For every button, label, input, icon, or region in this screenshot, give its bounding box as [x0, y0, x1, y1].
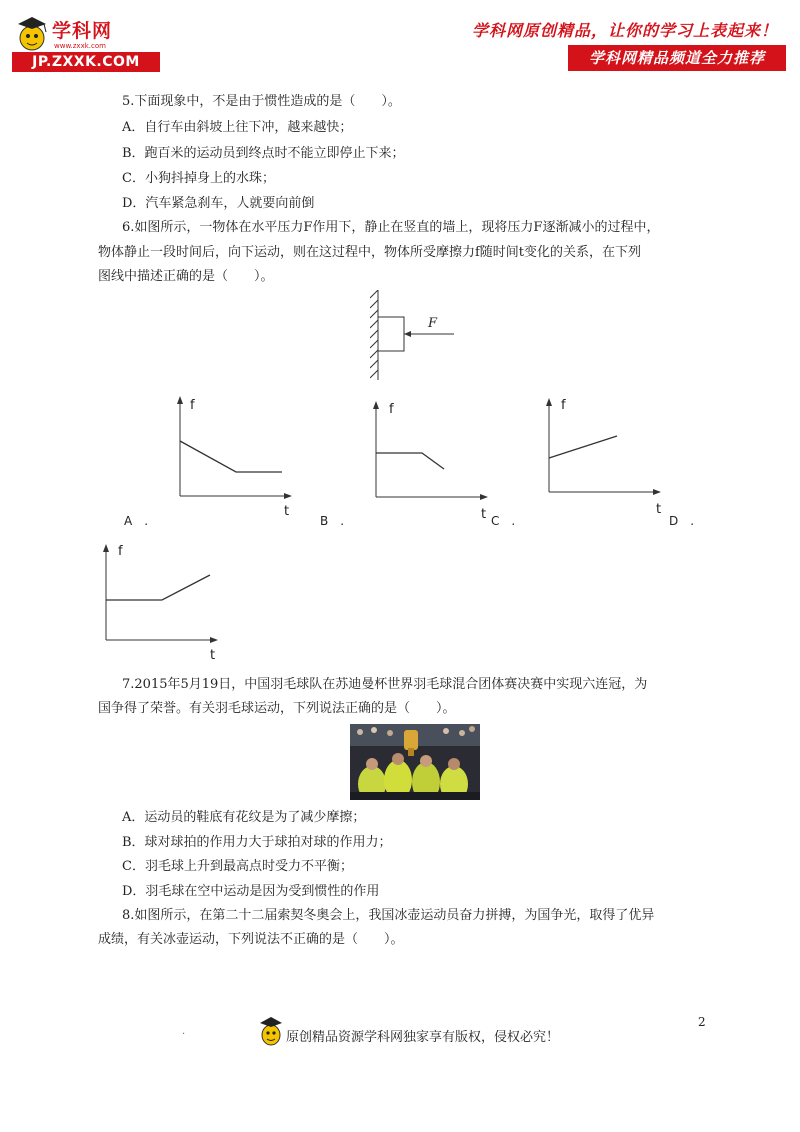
graph-d-x-label: t [210, 648, 216, 663]
q5-option-d: D．汽车紧急刹车，人就要向前倒 [122, 196, 315, 211]
graph-c-option-label: C . [491, 514, 516, 528]
graph-b-x-arrow [480, 494, 488, 500]
wall-block-figure [370, 290, 470, 382]
q7-option-d: D．羽毛球在空中运动是因为受到惯性的作用 [122, 884, 380, 899]
footer-copyright: 原创精品资源学科网独家享有版权，侵权必究！ [286, 1030, 560, 1045]
mascot-icon [14, 14, 50, 52]
force-arrowhead [404, 331, 411, 337]
graph-b-y-arrow [373, 401, 379, 409]
graph-a-y-arrow [177, 396, 183, 404]
q5-option-c: C．小狗抖掉身上的水珠； [122, 171, 275, 186]
page-number: 2 [698, 1015, 706, 1029]
footer-dot: . [182, 1026, 186, 1037]
header-slogan: 学科网原创精品，让你的学习上表起来！ [471, 21, 778, 40]
graph-b [368, 399, 492, 505]
block [378, 317, 404, 351]
q7-option-a: A．运动员的鞋底有花纹是为了减少摩擦； [122, 810, 366, 825]
q7-stem-line-1: 7.2015年5月19日，中国羽毛球队在苏迪曼杯世界羽毛球混合团体赛决赛中实现六连冠，为 [122, 677, 648, 692]
graph-a-x-label: t [284, 504, 290, 519]
graph-d-y-arrow [103, 544, 109, 552]
footer-mascot-icon [258, 1014, 284, 1048]
logo-url-bar [12, 52, 160, 72]
logo-name: 学科网 [52, 20, 113, 42]
graph-d-x-arrow [210, 637, 218, 643]
graph-b-y-label: f [389, 402, 394, 417]
graph-c-y-arrow [546, 398, 552, 406]
q5-stem: 5.下面现象中，不是由于惯性造成的是（ ）。 [122, 94, 401, 109]
graph-b-option-label: B . [320, 514, 345, 528]
graph-d-y-label: f [118, 544, 123, 559]
q8-stem-line-2: 成绩，有关冰壶运动，下列说法不正确的是（ ）。 [98, 932, 404, 947]
graph-c-x-arrow [653, 489, 661, 495]
q7-option-c: C．羽毛球上升到最高点时受力不平衡； [122, 859, 353, 874]
logo-url: JP.ZXXK.COM [32, 54, 140, 70]
force-label: F [428, 316, 438, 331]
q7-stem-line-2: 国争得了荣誉。有关羽毛球运动，下列说法正确的是（ ）。 [98, 701, 456, 716]
q6-stem-line-2: 物体静止一段时间后，向下运动，则在这过程中，物体所受摩擦力f随时间t变化的关系，在下列 [98, 245, 642, 260]
q5-option-a: A．自行车由斜坡上往下冲，越来越快； [122, 120, 353, 135]
q7-option-b: B．球对球拍的作用力大于球拍对球的作用力； [122, 835, 392, 850]
graph-b-curve [376, 453, 444, 469]
logo-small-url: www.zxxk.com [54, 42, 106, 50]
graph-c [541, 396, 665, 500]
graph-a-y-label: f [190, 398, 195, 413]
graph-a-curve [180, 441, 282, 472]
badminton-team-photo [350, 724, 480, 800]
wall-hatching [370, 290, 378, 380]
graph-d [98, 542, 222, 646]
graph-b-x-label: t [481, 507, 487, 522]
graph-c-curve [549, 436, 617, 458]
q5-option-b: B．跑百米的运动员到终点时不能立即停止下来； [122, 146, 405, 161]
q6-stem-line-3: 图线中描述正确的是（ ）。 [98, 269, 274, 284]
graph-d-option-label: D . [669, 514, 695, 528]
graph-d-curve [106, 575, 210, 600]
graph-c-x-label: t [656, 502, 662, 517]
channel-banner [568, 45, 786, 71]
graph-c-y-label: f [561, 398, 566, 413]
q6-stem-line-1: 6.如图所示，一物体在水平压力F作用下，静止在竖直的墙上，现将压力F逐渐减小的过程中， [122, 220, 660, 235]
q8-stem-line-1: 8.如图所示，在第二十二届索契冬奥会上，我国冰壶运动员奋力拼搏，为国争光，取得了优异 [122, 908, 655, 923]
graph-a-option-label: A . [124, 514, 149, 528]
channel-text: 学科网精品频道全力推荐 [588, 49, 765, 67]
graph-a-x-arrow [284, 493, 292, 499]
site-logo [12, 14, 160, 74]
